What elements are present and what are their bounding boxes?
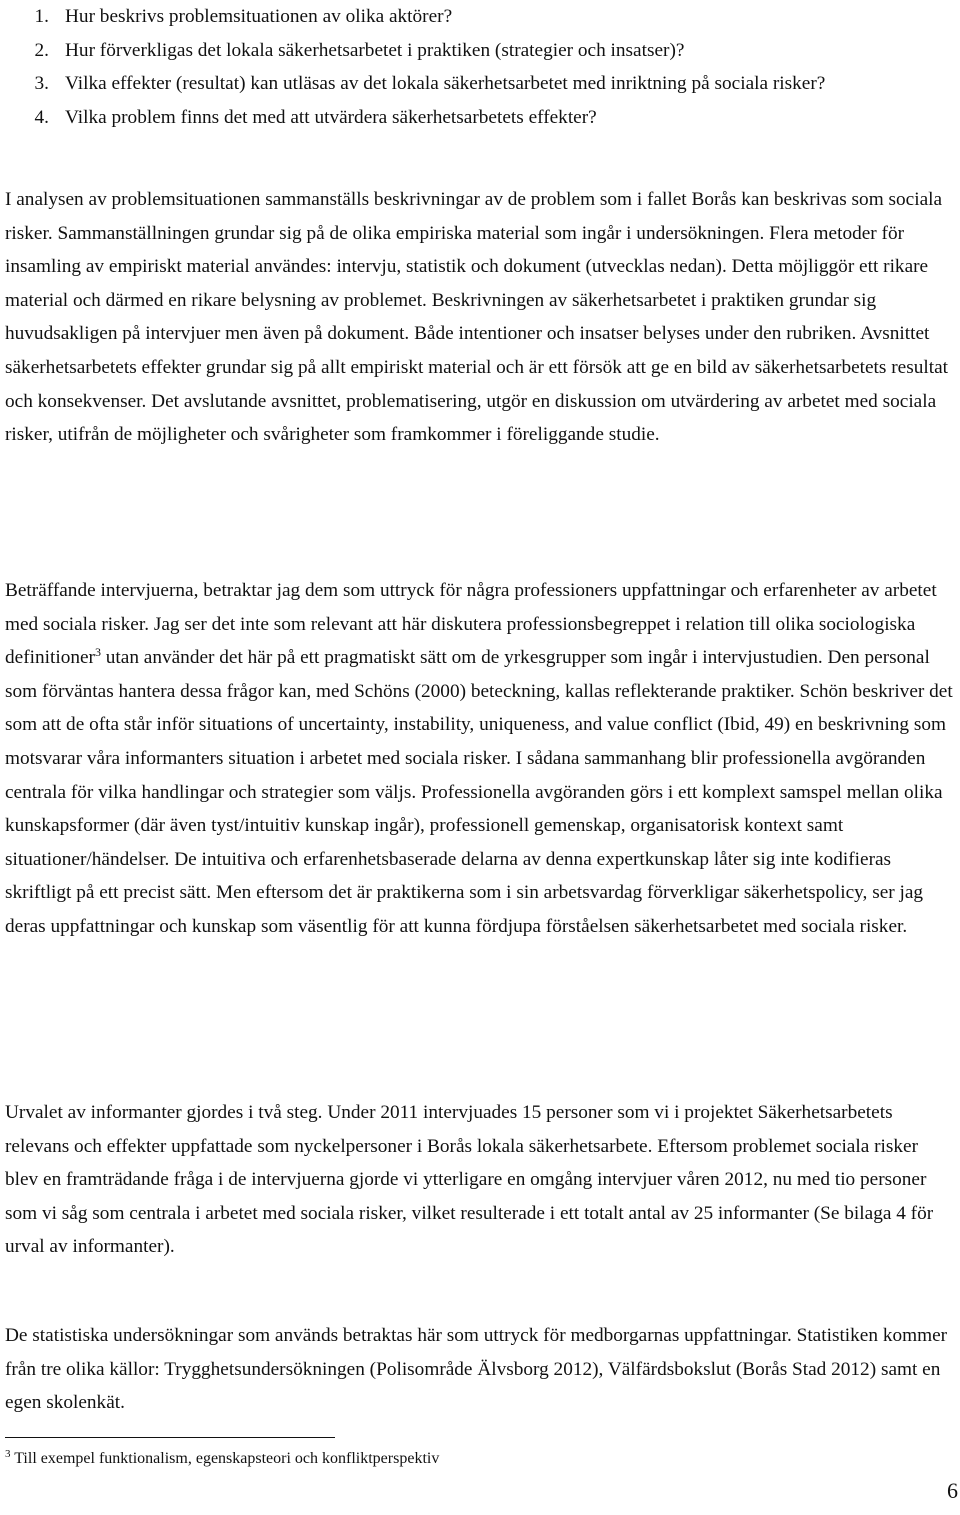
paragraph-analysis: I analysen av problemsituationen sammanställs beskrivningar av de problem som i fallet Borås kan beskrivas som sociala risker. Sammanställningen grundar sig på de olika empiriska material som ingår i undersökningen. Flera metoder för insamling av empiriskt material användes: intervju, statistik och dokument (utvecklas nedan). Detta möjliggör ett rikare material och därmed en rikare belysning av problemet. Beskrivningen av säkerhetsarbetet i praktiken grundar sig huvudsakligen på intervjuer men även på dokument. Både intentioner och insatser belyses under den rubriken. Avsnittet säkerhetsarbetets effekter grundar sig på allt empiriskt material och är ett försök att ge en bild av säkerhetsarbetets resultat och konsekvenser. Det avslutande avsnittet, problematisering, utgör en diskussion om utvärdering av arbetet med sociala risker, utifrån de möjligheter och svårigheter som framkommer i föreliggande studie. bbox=[5, 189, 948, 446]
list-item-number: 1. bbox=[34, 6, 49, 27]
footnote-text: Till exempel funktionalism, egenskapsteori och konfliktperspektiv bbox=[10, 1450, 440, 1467]
list-item bbox=[5, 34, 955, 68]
paragraph-text: Beträffande intervjuerna, betraktar jag dem som uttryck för några professioners uppfattningar och erfarenheter av arbetet med sociala risker. Jag ser det inte som relevant att här diskutera professionsbegreppet i relation till olika sociologiska definitioner bbox=[5, 580, 937, 669]
paragraph-statistics: De statistiska undersökningar som används betraktas här som uttryck för medborgarnas uppfattningar. Statistiken kommer från tre olika källor: Trygghetsundersökningen (Polisområde Älvsborg 2012), Välfärdsbokslut (Borås Stad 2012) samt en egen skolenkät. bbox=[5, 1325, 948, 1414]
list-item bbox=[5, 0, 955, 34]
footnote bbox=[5, 1448, 905, 1470]
footnote-number: 3 bbox=[5, 1448, 11, 1460]
paragraph-interviews bbox=[5, 574, 955, 944]
research-questions-list bbox=[5, 0, 955, 134]
footnote-divider bbox=[5, 1437, 335, 1438]
list-item-number: 4. bbox=[34, 106, 49, 128]
paragraph-text: utan använder det här på ett pragmatiskt sätt om de yrkesgrupper som ingår i intervjustudien. Den personal som förväntas hantera dessa frågor kan, med Schöns (2000) beteckning, kallas reflekterande praktiker. Schön beskriver det som att de ofta står inför situations of uncertainty, instability, uniqueness, and value conflict (Ibid, 49) en beskrivning som motsvarar våra informanters situation i arbetet med sociala risker. I sådana sammanhang blir professionella avgöranden centrala för vilka handlingar och strategier som väljs. Professionella avgöranden görs i ett komplext samspel mellan olika kunskapsformer (där även tyst/intuitiv kunskap ingår), professionell gemenskap, organisatorisk kontext samt situationer/händelser. De intuitiva och erfarenhetsbaserade delarna av denna expertkunskap låter sig inte kodifieras skriftligt på ett precist sätt. Men eftersom det är praktikerna som i sin arbetsvardag förverkligar säkerhetspolicy, ser jag deras uppfattningar och kunskap som väsentlig för att kunna fördjupa förståelsen säkerhetsarbetet med sociala risker. bbox=[5, 647, 953, 937]
page-number: 6 bbox=[947, 1478, 958, 1503]
list-item-number: 2. bbox=[34, 39, 49, 61]
list-item bbox=[5, 101, 955, 135]
list-item-text: Hur förverkligas det lokala säkerhetsarbetet i praktiken (strategier och insatser)? bbox=[65, 39, 685, 61]
list-item-text: Hur beskrivs problemsituationen av olika aktörer? bbox=[65, 6, 453, 27]
list-item-text: Vilka problem finns det med att utvärdera säkerhetsarbetets effekter? bbox=[65, 106, 597, 128]
paragraph-informant-selection: Urvalet av informanter gjordes i två steg. Under 2011 intervjuades 15 personer som vi i projektet Säkerhetsarbetets relevans och effekter uppfattade som nyckelpersoner i Borås lokala säkerhetsarbete. Eftersom problemet sociala risker blev en framträdande fråga i de intervjuerna gjorde vi ytterligare en omgång intervjuer våren 2012, nu med tio personer som vi såg som centrala i arbetet med sociala risker, vilket resulterade i ett totalt antal av 25 informanter (Se bilaga 4 för urval av informanter). bbox=[5, 1102, 934, 1258]
list-item bbox=[5, 67, 955, 101]
footnote-reference: 3 bbox=[94, 645, 101, 660]
list-item-text: Vilka effekter (resultat) kan utläsas av det lokala säkerhetsarbetet med inriktning på sociala risker? bbox=[65, 73, 826, 94]
list-item-number: 3. bbox=[34, 73, 49, 94]
